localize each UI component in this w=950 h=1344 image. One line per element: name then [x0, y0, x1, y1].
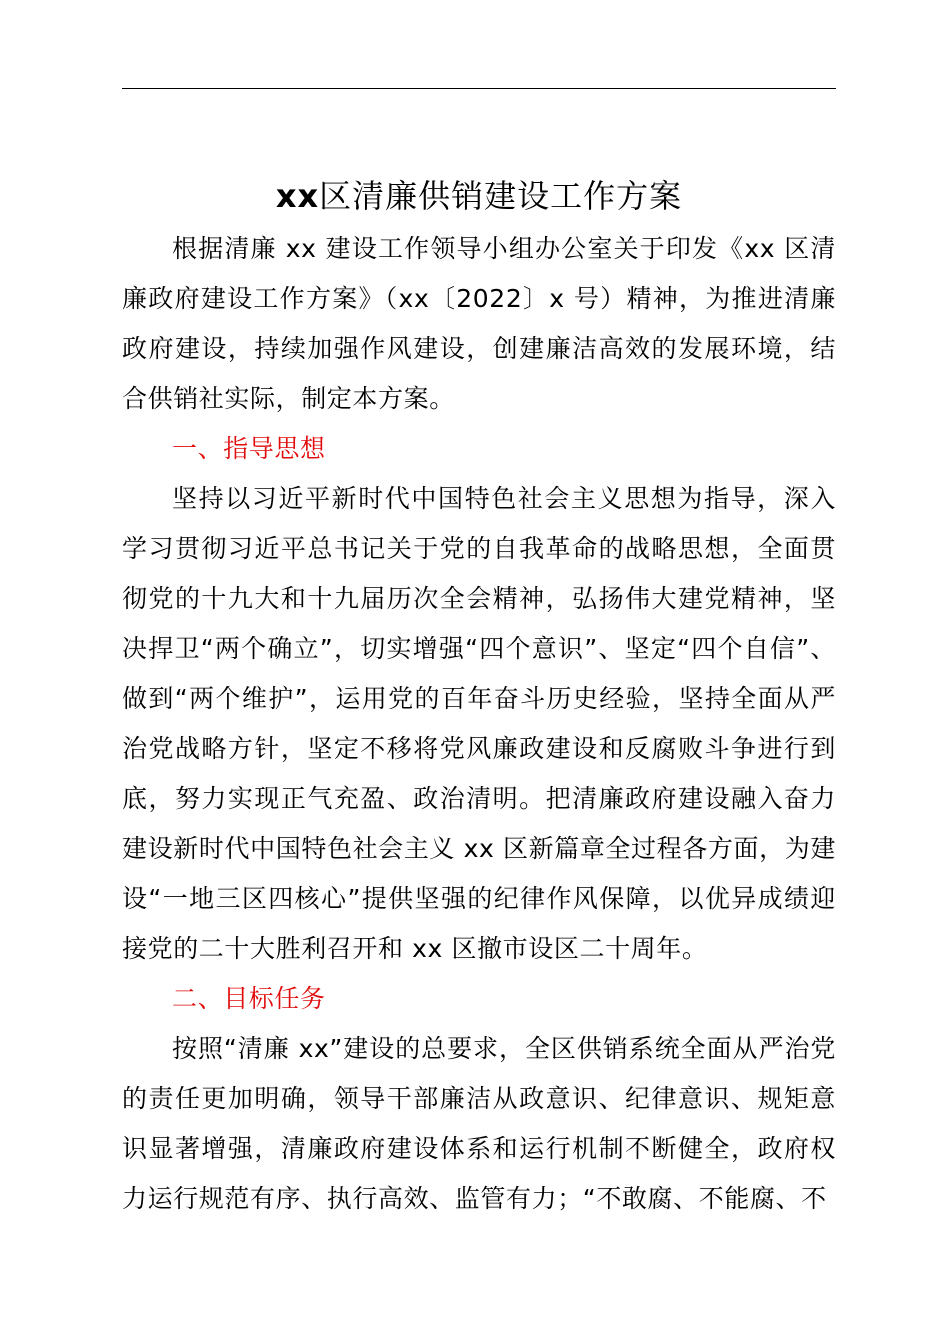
section-heading-guiding-thought: 一、指导思想 — [172, 434, 326, 463]
guiding-thought-paragraph: 坚持以习近平新时代中国特色社会主义思想为指导，深入学习贯彻习近平总书记关于党的自我革命的战略思想，全面贯彻党的十九大和十九届历次全会精神，弘扬伟大建党精神，坚决捍卫“两个确立”，切实增强“四个意识”、坚定“四个自信”、做到“两个维护”，运用党的百年奋斗历史经验，坚持全面从严治党战略方针，坚定不移将党风廉政建设和反腐败斗争进行到底，努力实现正气充盈、政治清明。把清廉政府建设融入奋力建设新时代中国特色社会主义 xx 区新篇章全过程各方面，为建设“一地三区四核心”提供坚强的纪律作风保障，以优异成绩迎接党的二十大胜利召开和 xx 区撤市设区二十周年。 — [122, 484, 836, 963]
goals-paragraph: 按照“清廉 xx”建设的总要求，全区供销系统全面从严治党的责任更加明确，领导干部廉洁从政意识、纪律意识、规矩意识显著增强，清廉政府建设体系和运行机制不断健全，政府权力运行规范有序、执行高效、监管有力；“不敢腐、不能腐、不 — [122, 1034, 836, 1213]
header-rule — [122, 88, 836, 89]
title-main: 区清廉供销建设工作方案 — [319, 177, 683, 216]
document-title — [122, 171, 836, 221]
section-heading-goals: 二、目标任务 — [172, 984, 326, 1013]
document-body — [122, 224, 836, 1224]
intro-paragraph: 根据清廉 xx 建设工作领导小组办公室关于印发《xx 区清廉政府建设工作方案》（xx〔2022〕x 号）精神，为推进清廉政府建设，持续加强作风建设，创建廉洁高效的发展环境，结合供销社实际，制定本方案。 — [122, 234, 836, 413]
title-prefix: xx — [275, 177, 320, 216]
